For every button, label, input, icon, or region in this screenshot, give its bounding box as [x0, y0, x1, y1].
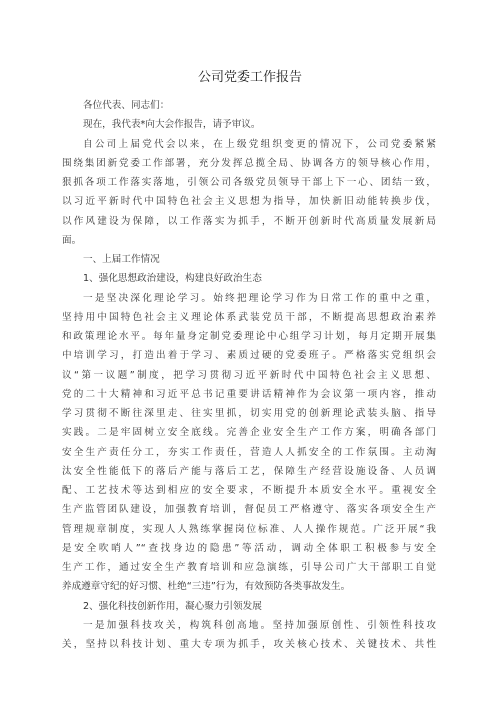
paragraph-line: 是安全吹哨人”“查找身边的隐患”等活动，调动全体职工积极参与安全: [62, 542, 436, 554]
paragraph-line: 一是坚决深化理论学习。始终把理论学习作为日常工作的重中之重，: [83, 292, 436, 304]
paragraph-line: 一、上届工作情况: [83, 254, 160, 265]
paragraph-line: 以作风建设为保障，以工作落实为抓手，不断开创新时代高质量发展新局: [62, 215, 436, 227]
paragraph-line: 面。: [62, 234, 82, 246]
paragraph-line: 汰安全性能低下的落后产能与落后工艺，保障生产经营设施设备、人员调: [62, 465, 436, 477]
paragraph-line: 实践。二是牢固树立安全底线。完善企业安全生产工作方案，明确各部门: [62, 427, 436, 439]
paragraph-line: 生产工作，通过安全生产教育培训和应急演练，引导公司广大干部职工自觉: [62, 562, 436, 573]
paragraph-line: 2、强化科技创新作用，凝心聚力引领发展: [83, 600, 262, 612]
paragraph-line: 狠抓各项工作落实落地，引领公司各级党员领导干部上下一心、团结一致，: [62, 177, 436, 188]
paragraph-line: 坚持用中国特色社会主义理论体系武装党员干部，不断提高思想政治素养: [62, 311, 436, 323]
paragraph-line: 养成遵章守纪的好习惯、杜绝“三违”行为，有效预防各类事故发生。: [62, 581, 351, 593]
paragraph-line: 议“第一议题”制度，把学习贯彻习近平新时代中国特色社会主义思想、: [62, 369, 436, 381]
paragraph-line: 中培训学习，打造出着于学习、素质过硬的党委班子。严格落实党组织会: [62, 350, 436, 362]
paragraph-line: 管理规章制度，实现人人熟练掌握岗位标准、人人操作规范。广泛开展“我: [62, 523, 436, 535]
paragraph-line: 配、工艺技术等达到相应的安全要求，不断提升本质安全水平。重视安全: [62, 485, 436, 496]
paragraph-line: 生产监管团队建设，加强教育培训，督促员工严格遵守、落实各项安全生产: [62, 504, 436, 516]
paragraph-line: 自公司上届党代会以来，在上级党组织变更的情况下，公司党委紧紧: [83, 138, 436, 150]
paragraph-line: 各位代表、同志们：: [83, 100, 170, 111]
paragraph-line: 现在，我代表*向大会作报告，请予审议。: [83, 119, 261, 131]
paragraph-line: 安全生产责任分工，夯实工作责任，营造人人抓安全的工作氛围。主动淘: [62, 446, 436, 458]
paragraph-line: 一是加强科技攻关，构筑科创高地。坚持加强原创性、引领性科技攻: [83, 619, 436, 631]
paragraph-line: 党的二十大精神和习近平总书记重要讲话精神作为会议第一项内容，推动: [62, 388, 436, 400]
document-title: 公司党委工作报告: [197, 70, 302, 85]
paragraph-line: 关，坚持以科技计划、重大专项为抓手，攻关核心技术、关键技术、共性: [62, 639, 436, 650]
paragraph-line: 以习近平新时代中国特色社会主义思想为指导，加快新旧动能转换步伐，: [62, 196, 436, 208]
paragraph-line: 和政策理论水平。每年量身定制党委理论中心组学习计划，每月定期开展集: [62, 331, 436, 342]
paragraph-line: 围绕集团新党委工作部署，充分发挥总揽全局、协调各方的领导核心作用，: [62, 157, 436, 169]
document-body: [62, 96, 436, 654]
paragraph-line: 1、强化思想政治建设，构建良好政治生态: [83, 273, 262, 285]
paragraph-line: 学习贯彻不断往深里走、往实里抓，切实用党的创新理论武装头脑、指导: [62, 408, 436, 419]
